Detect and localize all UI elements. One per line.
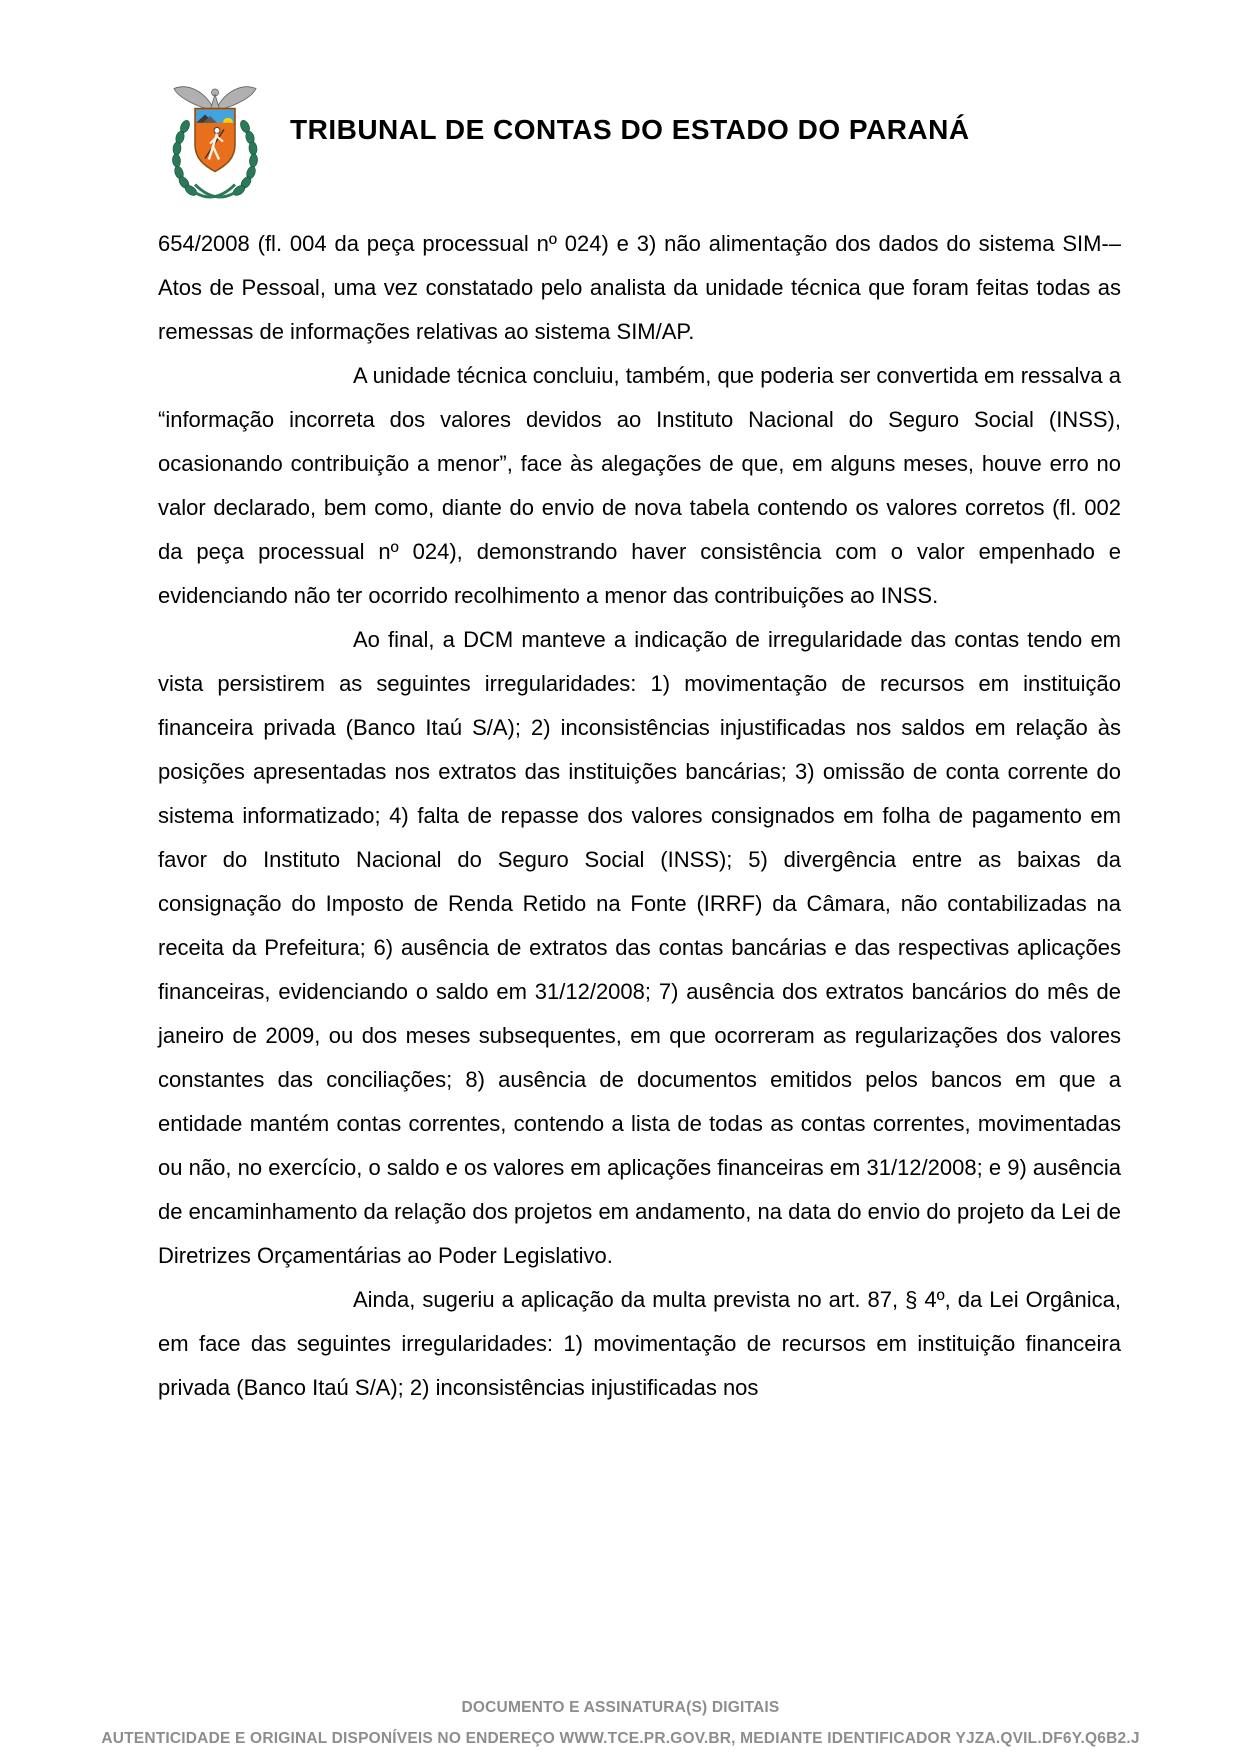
body-paragraph: A unidade técnica concluiu, também, que poderia ser convertida em ressalva a “informação incorreta dos valores devidos ao Instituto Nacional do Seguro Social (INSS), ocasionando contribuição a menor”, face às alegações de que, em alguns meses, houve erro no valor declarado, bem como, diante do envio de nova tabela contendo os valores corretos (fl. 002 da peça processual nº 024), demonstrando haver consistência com o valor empenhado e evidenciando não ter ocorrido recolhimento a menor das contribuições ao INSS. bbox=[158, 363, 1121, 608]
body-paragraph: 654/2008 (fl. 004 da peça processual nº 024) e 3) não alimentação dos dados do sistema SIM-– Atos de Pessoal, uma vez constatado pelo analista da unidade técnica que foram feitas todas as remessas de informações relativas ao sistema SIM/AP. bbox=[158, 231, 1121, 344]
page-title: TRIBUNAL DE CONTAS DO ESTADO DO PARANÁ bbox=[290, 114, 970, 145]
body-paragraph: Ainda, sugeriu a aplicação da multa prevista no art. 87, § 4º, da Lei Orgânica, em face das seguintes irregularidades: 1) movimentação de recursos em instituição financeira privada (Banco Itaú S/A); 2) inconsistências injustificadas nos bbox=[158, 1287, 1121, 1400]
eagle-crest bbox=[174, 87, 256, 111]
document-body bbox=[158, 222, 1121, 1410]
footer-line-1: DOCUMENTO E ASSINATURA(S) DIGITAIS bbox=[461, 1699, 780, 1716]
coat-of-arms-svg bbox=[165, 80, 265, 205]
body-paragraph: Ao final, a DCM manteve a indicação de irregularidade das contas tendo em vista persistirem as seguintes irregularidades: 1) movimentação de recursos em instituição financeira privada (Banco Itaú S/A); 2) inconsistências injustificadas nos saldos em relação às posições apresentadas nos extratos das instituições bancárias; 3) omissão de conta corrente do sistema informatizado; 4) falta de repasse dos valores consignados em folha de pagamento em favor do Instituto Nacional do Seguro Social (INSS); 5) divergência entre as baixas da consignação do Imposto de Renda Retido na Fonte (IRRF) da Câmara, não contabilizadas na receita da Prefeitura; 6) ausência de extratos das contas bancárias e das respectivas aplicações financeiras, evidenciando o saldo em 31/12/2008; 7) ausência dos extratos bancários do mês de janeiro de 2009, ou dos meses subsequentes, em que ocorreram as regularizações dos valores constantes das conciliações; 8) ausência de documentos emitidos pelos bancos em que a entidade mantém contas correntes, contendo a lista de todas as contas correntes, movimentadas ou não, no exercício, o saldo e os valores em aplicações financeiras em 31/12/2008; e 9) ausência de encaminhamento da relação dos projetos em andamento, na data do envio do projeto da Lei de Diretrizes Orçamentárias ao Poder Legislativo. bbox=[158, 627, 1121, 1268]
footer-line-2: AUTENTICIDADE E ORIGINAL DISPONÍVEIS NO ENDEREÇO WWW.TCE.PR.GOV.BR, MEDIANTE IDENTIFICADOR YJZA.QVIL.DF6Y.Q6B2.J bbox=[101, 1730, 1140, 1747]
tce-parana-coat-of-arms-icon bbox=[165, 80, 265, 205]
digital-signature-footer bbox=[0, 1692, 1241, 1754]
